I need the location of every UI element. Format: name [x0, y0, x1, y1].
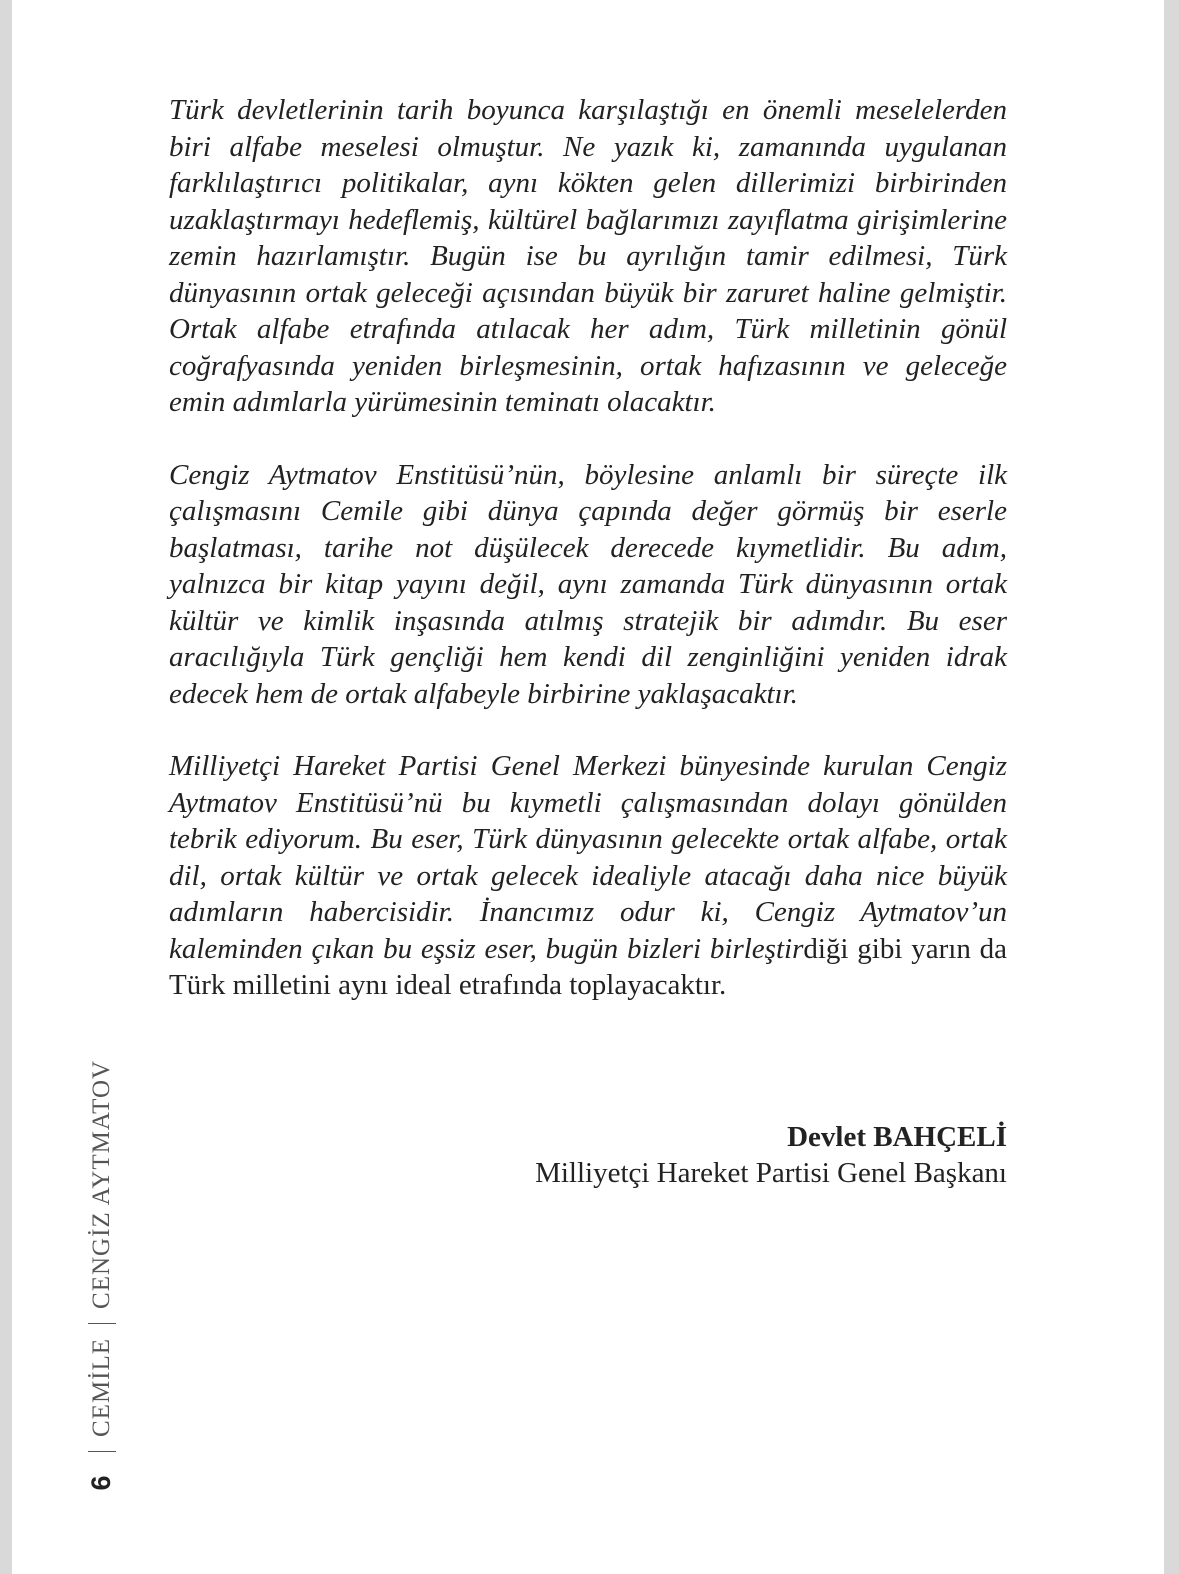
- signature-name: Devlet BAHÇELİ: [787, 1121, 1007, 1153]
- paragraph-2: Cengiz Aytmatov Enstitüsü’nün, böylesine anlamlı bir süreçte ilk çalışmasını Cemile gibi dünya çapında değer görmüş bir eserle başlatması, tarihe not düşülecek derecede kıymetlidir. Bu adım, yalnızca bir kitap yayını değil, aynı zamanda Türk dünyasının ortak kültür ve kimlik inşasında atılmış stratejik bir adımdır. Bu eser aracılığıyla Türk gençliği hem kendi dil zenginliğini yeniden idrak edecek hem de ortak alfabeyle birbirine yaklaşacaktır.: [169, 458, 1007, 710]
- signature-block: [535, 1119, 1007, 1191]
- book-page: [12, 0, 1164, 1574]
- book-title: CEMİLE: [87, 1337, 115, 1437]
- running-header: [86, 1060, 117, 1500]
- paragraph-3: [169, 748, 1007, 1004]
- paragraph-3-upright: diği gibi yarın da Türk milletini aynı ideal etrafında toplayacaktır.: [169, 932, 1007, 1001]
- divider-bar: [88, 1451, 116, 1452]
- paragraph-1: Türk devletlerinin tarih boyunca karşılaştığı en önemli meselelerden biri alfabe meselesi olmuştur. Ne yazık ki, zamanında uygulanan farklılaştırıcı politikalar, aynı kökten gelen dillerimizi birbirinden uzaklaştırmayı hedeflemiş, kültürel bağlarımızı zayıflatma girişimlerine zemin hazırlamıştır. Bugün ise bu ayrılığın tamir edilmesi, Türk dünyasının ortak geleceği açısından büyük bir zaruret haline gelmiştir. Ortak alfabe etrafında atılacak her adım, Türk milletinin gönül coğrafyasında yeniden birleşmesinin, ortak hafızasının ve geleceğe emin adımlarla yürümesinin teminatı olacaktır.: [169, 94, 1007, 418]
- page-number: 6: [86, 1475, 116, 1491]
- signature-title: Milliyetçi Hareket Partisi Genel Başkanı: [535, 1157, 1007, 1189]
- author-name: CENGİZ AYTMATOV: [87, 1059, 115, 1309]
- divider-bar: [88, 1323, 116, 1324]
- paragraph-3-italic: Milliyetçi Hareket Partisi Genel Merkezi bünyesinde kurulan Cengiz Aytmatov Enstitüsü’nü bu kıymetli çalışmasından dolayı gönülden tebrik ediyorum. Bu eser, Türk dünyasının gelecekte ortak alfabe, ortak dil, ortak kültür ve ortak gelecek idealiyle atacağı daha nice büyük adımların habercisidir. İnancımız odur ki, Cengiz Aytmatov’un kaleminden çıkan bu eşsiz eser, bugün bizleri birleştir: [169, 750, 1007, 965]
- body-text: [169, 92, 1007, 1004]
